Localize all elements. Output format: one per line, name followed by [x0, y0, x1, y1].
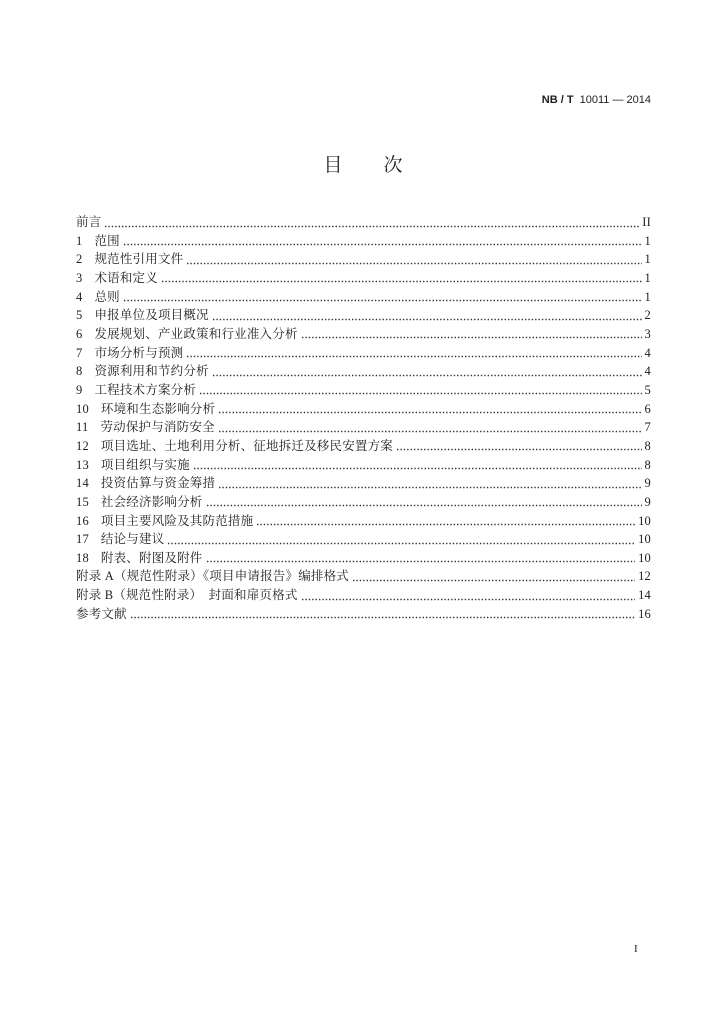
toc-entry-title: 工程技术方案分析	[94, 382, 197, 397]
toc-entry-title: 市场分析与预测	[94, 345, 184, 360]
toc-entry-title: 附录 B（规范性附录） 封面和扉页格式	[76, 588, 298, 603]
standard-number: 10011 — 2014	[579, 94, 651, 106]
toc-dot-leader	[206, 549, 636, 568]
toc-entry-title: 附表、附图及附件	[100, 550, 203, 565]
toc-entry-page: 1	[644, 289, 651, 304]
toc-dot-leader	[212, 306, 642, 325]
toc-dot-leader	[167, 530, 635, 549]
toc-entry	[76, 288, 651, 307]
toc-entry	[76, 269, 651, 288]
toc-entry-number: 1	[76, 233, 83, 248]
toc-dot-leader	[186, 250, 641, 269]
toc-entry-page: 10	[638, 550, 651, 565]
toc-entry-number: 16	[76, 513, 89, 528]
toc-dot-leader	[130, 605, 635, 624]
toc-entry-number: 12	[76, 438, 89, 453]
toc-entry-number: 8	[76, 364, 83, 379]
contents-heading-text: 目次	[323, 154, 444, 176]
toc-dot-leader	[104, 213, 639, 232]
toc-entry-page: 9	[644, 476, 651, 491]
toc-entry	[76, 381, 651, 400]
toc-entry-title: 范围	[94, 233, 120, 248]
toc-dot-leader	[199, 381, 641, 400]
toc-dot-leader	[123, 288, 642, 307]
table-of-contents	[76, 213, 651, 623]
toc-entry-page: 6	[644, 401, 651, 416]
toc-entry-title: 项目组织与实施	[100, 457, 190, 472]
toc-entry-number: 15	[76, 494, 89, 509]
toc-entry	[76, 213, 651, 232]
toc-entry-number: 10	[76, 401, 89, 416]
toc-dot-leader	[218, 474, 641, 493]
toc-entry	[76, 549, 651, 568]
toc-entry-page: 8	[644, 438, 651, 453]
toc-entry	[76, 567, 651, 586]
toc-entry-page: II	[642, 215, 651, 229]
toc-entry-page: 16	[638, 606, 651, 621]
toc-entry-page: 14	[638, 588, 651, 603]
toc-entry-title: 前言	[76, 215, 102, 229]
toc-entry-page: 4	[644, 364, 651, 379]
toc-dot-leader	[186, 344, 641, 363]
toc-dot-leader	[123, 232, 642, 251]
toc-dot-leader	[256, 512, 635, 531]
toc-entry-page: 1	[644, 233, 651, 248]
toc-entry	[76, 232, 651, 251]
toc-entry-number: 2	[76, 252, 83, 267]
toc-entry-title: 资源利用和节约分析	[94, 364, 209, 379]
toc-entry-title: 投资估算与资金筹措	[100, 476, 216, 491]
toc-entry-title: 结论与建议	[100, 532, 165, 547]
toc-entry-number: 17	[76, 532, 89, 547]
toc-dot-leader	[352, 567, 635, 586]
toc-entry	[76, 250, 651, 269]
contents-heading	[0, 154, 726, 176]
toc-entry-page: 3	[644, 326, 651, 341]
toc-entry-number: 6	[76, 326, 83, 341]
toc-entry-title: 术语和定义	[94, 270, 158, 285]
toc-entry-title: 申报单位及项目概况	[94, 308, 209, 323]
toc-entry	[76, 400, 651, 419]
toc-dot-leader	[193, 456, 642, 475]
toc-entry	[76, 493, 651, 512]
toc-entry	[76, 418, 651, 437]
toc-entry	[76, 325, 651, 344]
toc-dot-leader	[218, 418, 642, 437]
page-number: I	[634, 943, 638, 955]
toc-entry-page: 10	[638, 532, 651, 547]
toc-entry	[76, 306, 651, 325]
toc-entry-page: 1	[644, 252, 651, 267]
toc-entry-page: 1	[644, 270, 651, 285]
toc-entry-number: 13	[76, 457, 89, 472]
toc-entry-title: 项目主要风险及其防范措施	[100, 513, 254, 528]
toc-dot-leader	[396, 437, 642, 456]
toc-dot-leader	[301, 325, 642, 344]
toc-entry-number: 11	[76, 420, 89, 435]
toc-entry	[76, 437, 651, 456]
toc-entry-title: 环境和生态影响分析	[100, 401, 216, 416]
standard-designation	[542, 93, 651, 107]
toc-entry-title: 发展规划、产业政策和行业准入分析	[94, 326, 298, 341]
toc-entry	[76, 344, 651, 363]
standard-code: NB / T	[541, 94, 574, 106]
toc-entry-page: 8	[644, 457, 651, 472]
toc-entry-title: 项目选址、土地利用分析、征地拆迁及移民安置方案	[100, 438, 394, 453]
toc-entry	[76, 530, 651, 549]
toc-entry-number: 14	[76, 476, 89, 491]
toc-entry-page: 2	[644, 308, 651, 323]
toc-entry-page: 10	[638, 513, 651, 528]
toc-entry-number: 3	[76, 270, 83, 285]
toc-entry-page: 5	[644, 382, 651, 397]
toc-entry-title: 参考文献	[76, 606, 127, 621]
toc-dot-leader	[212, 362, 642, 381]
toc-entry-page: 4	[644, 345, 651, 360]
toc-entry	[76, 512, 651, 531]
toc-entry	[76, 605, 651, 624]
toc-entry-number: 7	[76, 345, 83, 360]
toc-entry-title: 劳动保护与消防安全	[100, 420, 215, 435]
toc-entry-title: 社会经济影响分析	[100, 494, 203, 509]
toc-dot-leader	[206, 493, 642, 512]
toc-entry-number: 18	[76, 550, 89, 565]
toc-entry	[76, 586, 651, 605]
toc-entry-title: 附录 A（规范性附录）《项目申请报告》编排格式	[76, 569, 350, 584]
toc-entry	[76, 362, 651, 381]
toc-entry-page: 7	[644, 420, 651, 435]
toc-entry-number: 5	[76, 308, 83, 323]
toc-entry-number: 9	[76, 382, 83, 397]
toc-entry-title: 总则	[94, 289, 120, 304]
toc-entry	[76, 456, 651, 475]
toc-entry	[76, 474, 651, 493]
toc-entry-page: 12	[638, 569, 651, 584]
toc-entry-title: 规范性引用文件	[94, 252, 184, 267]
toc-entry-number: 4	[76, 289, 83, 304]
toc-dot-leader	[301, 586, 636, 605]
toc-dot-leader	[218, 400, 641, 419]
toc-entry-page: 9	[644, 494, 651, 509]
toc-dot-leader	[161, 269, 642, 288]
